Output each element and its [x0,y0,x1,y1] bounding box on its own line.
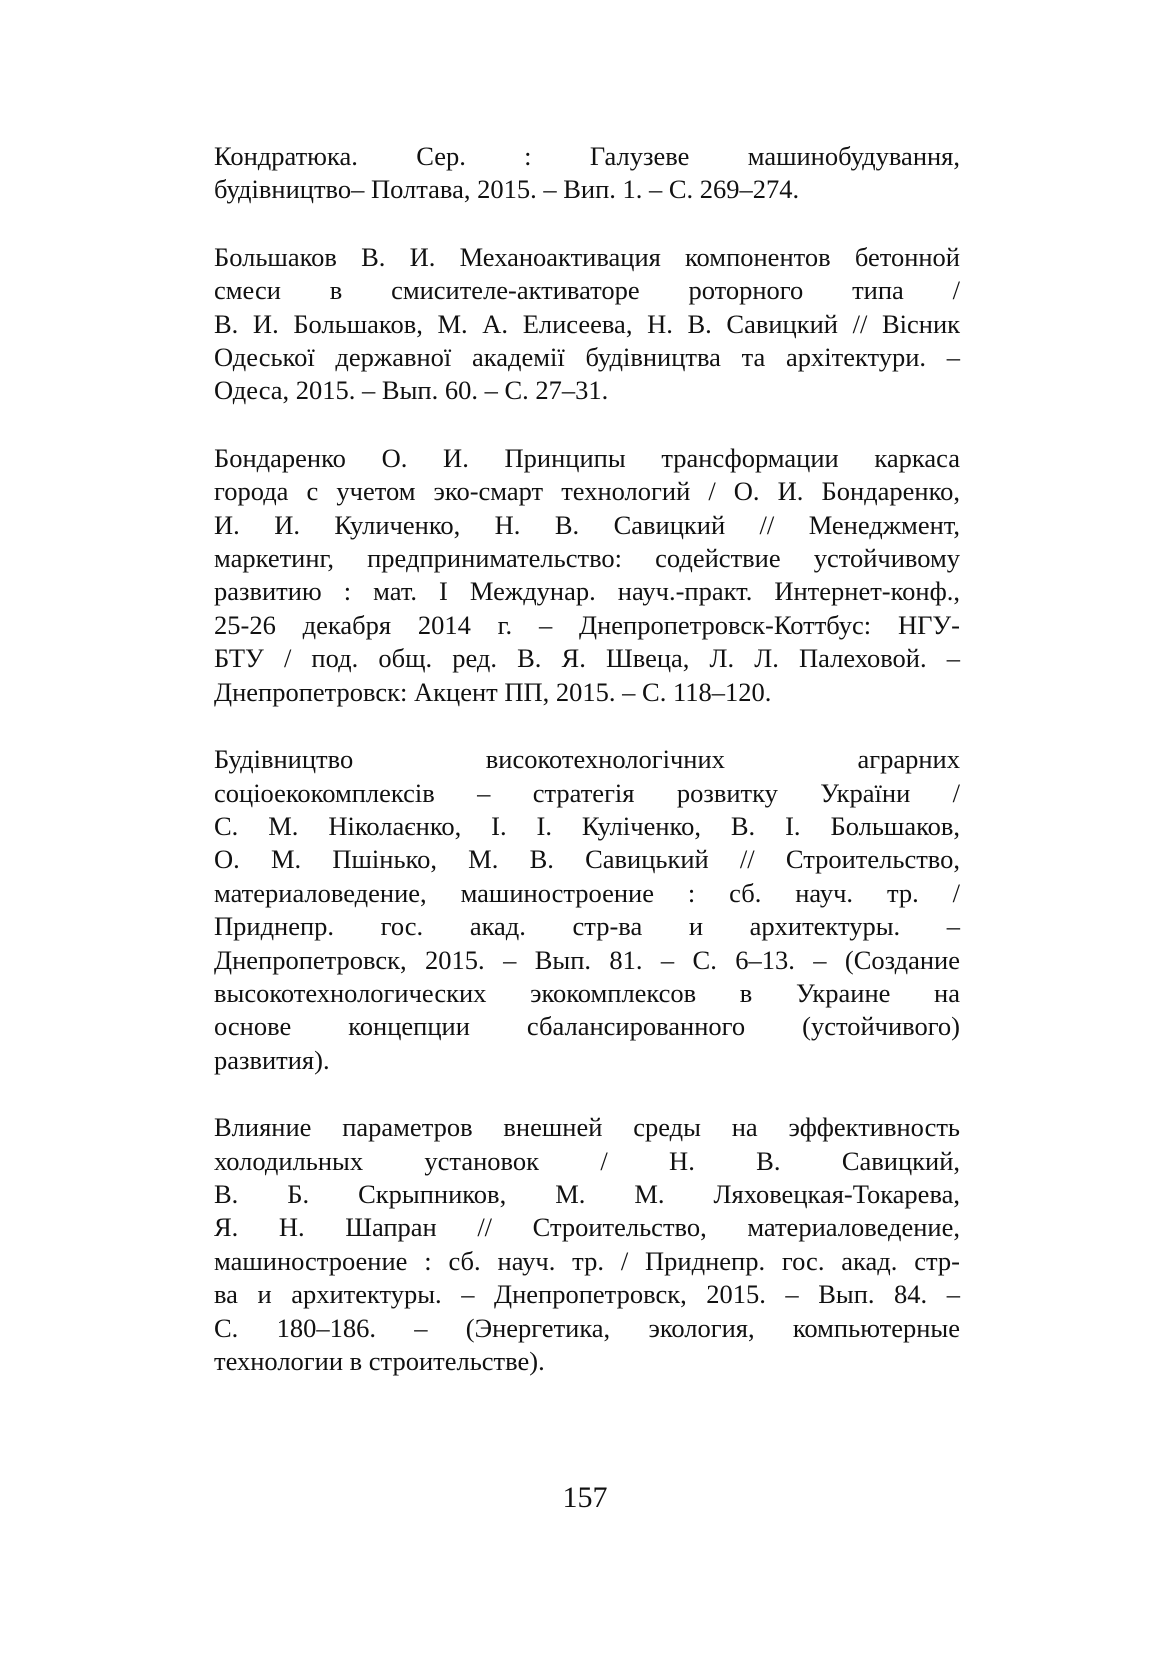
entry-line: Кондратюка. Сер. : Галузеве машинобудування, [214,141,960,171]
entry-line: В. И. Большаков, М. А. Елисеева, Н. В. Савицкий // Вісник [214,308,960,339]
entry-line: ва и архитектуры. – Днепропетровск, 2015. – Вып. 84. – [214,1279,960,1310]
entry-line: Бондаренко О. И. Принципы трансформации каркаса [214,442,960,473]
entry-line: Днепропетровск: Акцент ПП, 2015. – С. 118–120. [214,676,772,707]
entry-line: холодильных установок / Н. В. Савицкий, [214,1145,960,1176]
entry-line: С. 180–186. – (Энергетика, экология, компьютерные [214,1312,960,1343]
bibliography-list [214,140,960,1412]
entry-line: основе концепции сбалансированного (устойчивого) [214,1011,960,1042]
entry-line: Приднепр. гос. акад. стр-ва и архитектуры. – [214,911,960,942]
entry-line: города с учетом эко-смарт технологий / О. И. Бондаренко, [214,476,960,507]
entry-line: Одеської державної академії будівництва та архітектури. – [214,342,960,373]
bibliography-entry [214,1111,960,1378]
entry-line: Будівництво високотехнологічних аграрних [214,744,960,775]
entry-line: развитию : мат. I Междунар. науч.-практ. Интернет-конф., [214,576,960,607]
bibliography-entry [214,743,960,1077]
entry-line: будівництво– Полтава, 2015. – Вип. 1. – С. 269–274. [214,174,800,205]
entry-line: БТУ / под. общ. ред. В. Я. Швеца, Л. Л. Палеховой. – [214,643,960,674]
entry-line: технологии в строительстве). [214,1346,545,1376]
entry-line: Я. Н. Шапран // Строительство, материаловедение, [214,1212,960,1243]
entry-line: С. М. Ніколаєнко, І. І. Кулiченко, В. І. Большаков, [214,810,960,841]
bibliography-entry [214,140,960,207]
bibliography-entry [214,442,960,709]
entry-line: Влияние параметров внешней среды на эффективность [214,1112,960,1143]
entry-line: Днепропетровск, 2015. – Вып. 81. – С. 6–13. – (Создание [214,944,960,975]
entry-line: машиностроение : сб. науч. тр. / Приднепр. гос. акад. стр- [214,1245,960,1276]
entry-line: маркетинг, предпринимательство: содействие устойчивому [214,543,960,574]
entry-line: О. М. Пшінько, М. В. Савицький // Строительство, [214,844,960,875]
entry-line: Одеса, 2015. – Вып. 60. – С. 27–31. [214,375,609,406]
bibliography-entry [214,241,960,408]
entry-line: 25-26 декабря 2014 г. – Днепропетровск-Коттбус: НГУ- [214,609,960,640]
page-number: 157 [562,1481,608,1514]
entry-line: Большаков В. И. Механоактивация компонентов бетонной [214,241,960,272]
entry-line: материаловедение, машиностроение : сб. науч. тр. / [214,877,960,908]
entry-line: соціоекокомплексів – стратегія розвитку України / [214,777,960,808]
entry-line: развития). [214,1044,330,1075]
entry-line: смеси в смисителе-активаторе роторного типа / [214,275,960,306]
entry-line: высокотехнологических экокомплексов в Украине на [214,977,960,1008]
entry-line: И. И. Куличенко, Н. В. Савицкий // Менеджмент, [214,509,960,540]
entry-line: В. Б. Скрыпников, М. М. Ляховецкая-Токарева, [214,1178,960,1209]
